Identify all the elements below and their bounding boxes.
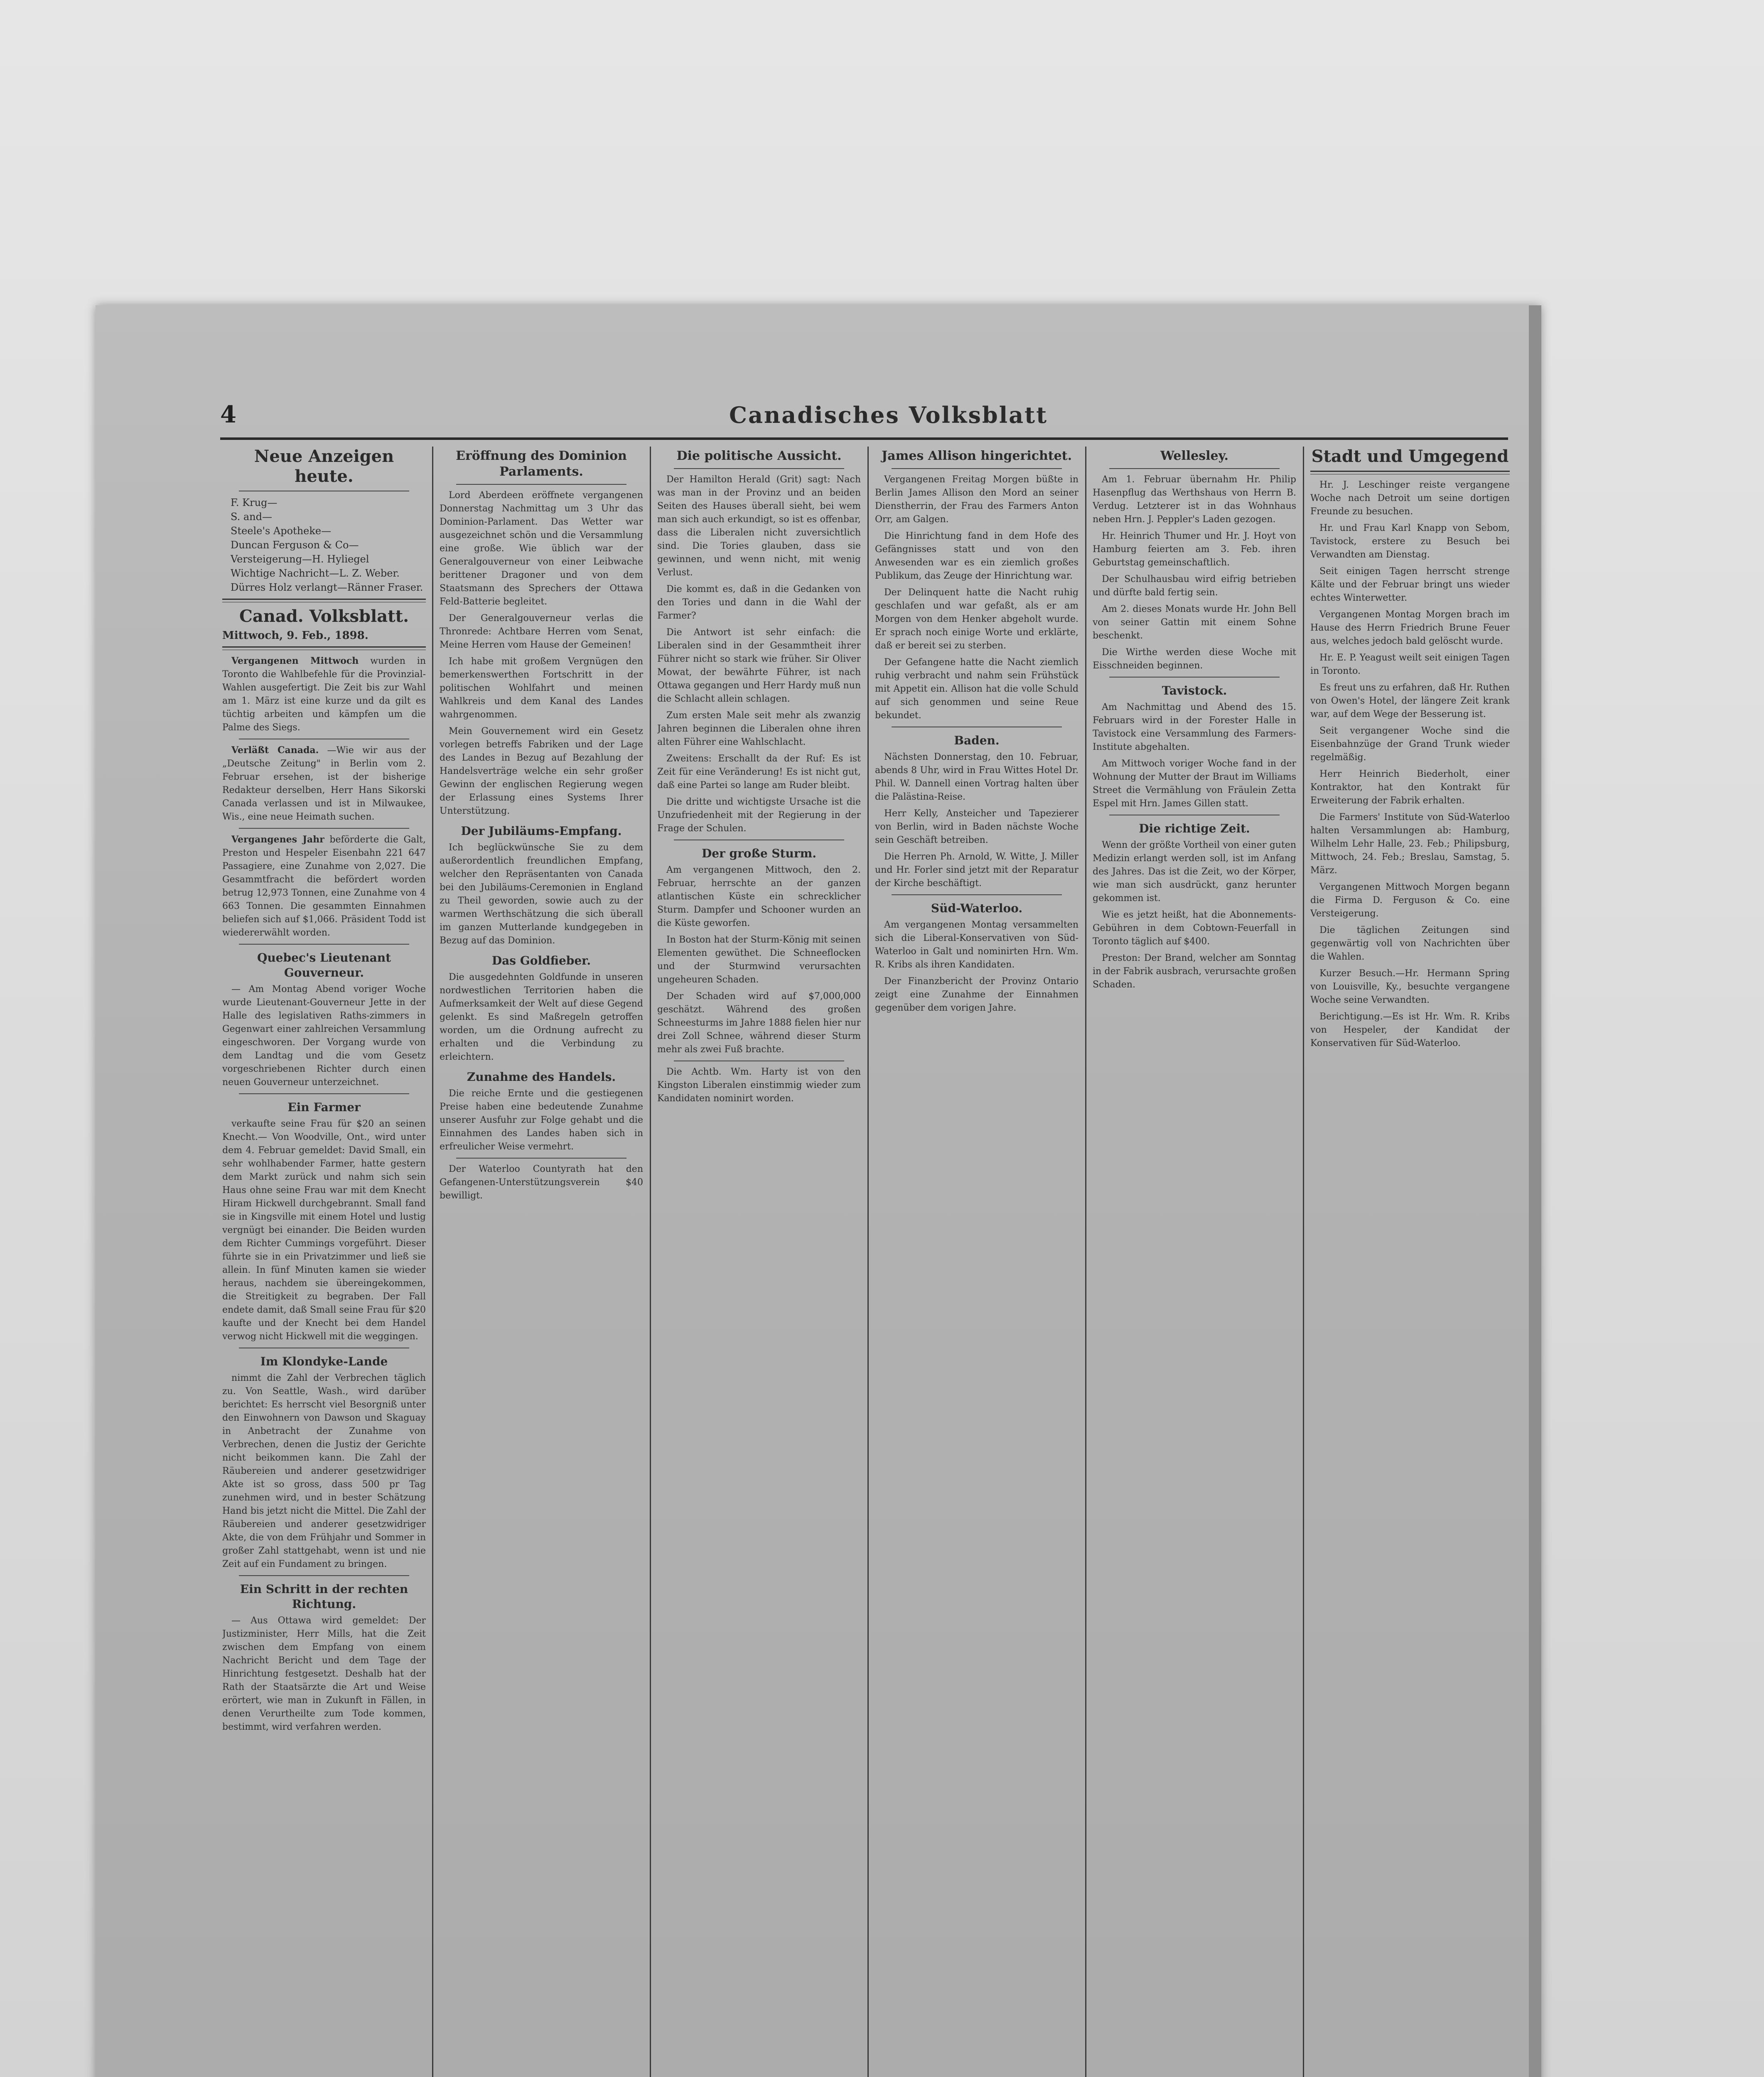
article-text: Vergangenen Montag Morgen brach im Hause des Herrn Friedrich Brune Feuer aus, welches jedoch bald gelöscht wurde.	[1310, 609, 1510, 646]
divider	[456, 484, 626, 485]
article-lead: Vergangenes Jahr	[231, 834, 324, 845]
divider	[674, 468, 844, 469]
article-text: Der Hamilton Herald (Grit) sagt: Nach was man in der Provinz und an beiden Seiten des Hauses überall sieht, bei wem man sich auch erkundigt, so ist es offenbar, dass die Liberalen nicht zuversichtlich sind. Die Tories glauben, dass sie gewinnen, und wenn nicht, mit wenig Verlust.	[657, 474, 861, 578]
article-text: Seit einigen Tagen herrscht strenge Kälte und der Februar bringt uns wieder echtes Winterwetter.	[1310, 566, 1510, 603]
divider	[1310, 471, 1510, 474]
column-3	[657, 447, 861, 2077]
section-heading: Die richtige Zeit.	[1139, 822, 1250, 835]
article-heading: James Allison hingerichtet.	[881, 449, 1072, 463]
column-2	[440, 447, 643, 2077]
masthead-rule	[220, 437, 1508, 440]
list-item: Versteigerung—H. Hyliegel	[231, 553, 369, 565]
article-heading: Ein Farmer	[287, 1100, 361, 1114]
divider	[239, 1575, 409, 1576]
article-heading: Eröffnung des Dominion Parlaments.	[456, 449, 627, 479]
article-heading: Quebec's Lieutenant Gouverneur.	[257, 951, 391, 980]
article-text: Herr Kelly, Ansteicher und Tapezierer von Berlin, wird in Baden nächste Woche sein Geschäft betreiben.	[875, 808, 1079, 845]
article-text: Der Gefangene hatte die Nacht ziemlich ruhig verbracht und nahm sein Frühstück mit Appetit ein. Allison hat die volle Schuld auf sich genommen und seine Reue bekundet.	[875, 657, 1079, 721]
article-text: Am 2. dieses Monats wurde Hr. John Bell von seiner Gattin mit einem Sohne beschenkt.	[1093, 604, 1296, 641]
article-text: Hr. Heinrich Thumer und Hr. J. Hoyt von Hamburg feierten am 3. Feb. ihren Geburtstag gemeinschaftlich.	[1093, 531, 1296, 568]
list-item: Wichtige Nachricht—L. Z. Weber.	[231, 567, 400, 579]
article-text: Der Finanzbericht der Provinz Ontario zeigt eine Zunahme der Einnahmen gegenüber dem vorigen Jahre.	[875, 976, 1079, 1013]
article-text: Preston: Der Brand, welcher am Sonntag in der Fabrik ausbrach, verursachte großen Schaden.	[1093, 953, 1296, 990]
article-text: Hr. E. P. Yeagust weilt seit einigen Tagen in Toronto.	[1310, 653, 1510, 676]
article-text: Am vergangenen Montag versammelten sich die Liberal-Konservativen von Süd-Waterloo in Galt und nominirten Hrn. Wm. R. Kribs als ihren Kandidaten.	[875, 920, 1079, 970]
article-text: wurden in Toronto die Wahlbefehle für die Provinzial-Wahlen ausgefertigt. Die Zeit bis zur Wahl am 1. März ist eine kurze und da gilt es tüchtig arbeiten und kämpfen um die Palme des Siegs.	[222, 656, 426, 733]
divider	[892, 894, 1062, 895]
article-text: Hr. und Frau Karl Knapp von Sebom, Tavistock, erstere zu Besuch bei Verwandten am Dienstag.	[1310, 523, 1510, 560]
article-text: Die Herren Ph. Arnold, W. Witte, J. Miller und Hr. Forler sind jetzt mit der Reparatur der Kirche beschäftigt.	[875, 852, 1079, 889]
article-heading: Ein Schritt in der rechten Richtung.	[240, 1582, 408, 1611]
list-item: F. Krug—	[231, 497, 278, 508]
column-5	[1093, 447, 1296, 2077]
section-heading: Zunahme des Handels.	[467, 1070, 616, 1084]
article-text: beförderte die Galt, Preston und Hespeler Eisenbahn 221 647 Passagiere, eine Zunahme von 2,027. Die Gesammtfracht die befördert worden betrug 12,973 Tonnen, eine Zunahme von 4 663 Tonnen. Die gesammten Einnahmen beliefen sich auf $1,066. Präsident Todd ist wiedererwählt worden.	[222, 835, 426, 938]
list-item: Duncan Ferguson & Co—	[231, 539, 359, 551]
article-text: Die Wirthe werden diese Woche mit Eisschneiden beginnen.	[1093, 647, 1296, 671]
column-rule	[1303, 447, 1304, 2077]
article-text: Am vergangenen Mittwoch, den 2. Februar, herrschte an der ganzen atlantischen Küste ein schrecklicher Sturm. Dampfer und Schooner wurden an die Küste geworfen.	[657, 865, 861, 928]
list-item: Dürres Holz verlangt—Ränner Fraser.	[231, 582, 423, 593]
divider	[239, 828, 409, 829]
article-text: Am 1. Februar übernahm Hr. Philip Hasenpflug das Werthshaus von Herrn B. Verdug. Letzterer ist in das Wohnhaus neben Hrn. J. Peppler's Laden gezogen.	[1093, 474, 1296, 525]
column-rule	[1085, 447, 1086, 2077]
article	[222, 654, 426, 734]
column-6	[1310, 447, 1510, 2077]
paper-name: Canad. Volksblatt.	[239, 606, 409, 626]
article-text: Die ausgedehnten Goldfunde in unseren nordwestlichen Territorien haben die Aufmerksamkeit der Welt auf diese Gegend gelenkt. Es sind Maßregeln getroffen worden, um die Ordnung aufrecht zu erhalten und die Verbindung zu erleichtern.	[440, 972, 643, 1062]
newspaper-page	[96, 305, 1541, 2077]
article-heading: Im Klondyke-Lande	[260, 1355, 388, 1368]
article-text: verkaufte seine Frau für $20 an seinen Knecht.— Von Woodville, Ont., wird unter dem 4. Februar gemeldet: David Small, ein sehr wohlhabender Farmer, hatte gestern dem Markt zurück und nahm sich sein Haus ohne seine Frau war mit dem Knecht Hiram Hickwell durchgebrannt. Small fand sie in Kingsville mit einem Hotel und lustig vergnügt bei einander. Die Beiden wurden dem Richter Cummings vorgeführt. Dieser führte sie in ein Privatzimmer und ließ sie allein. In fünf Minuten kamen sie wieder heraus, nachdem sie übereingekommen, die Streitigkeit zu begraben. Der Fall endete damit, daß Small seine Frau für $20 kaufte und der Knecht bei dem Handel verwog nicht Hickwell mit die weggingen.	[222, 1119, 426, 1342]
column-4	[875, 447, 1079, 2077]
section-heading: Der große Sturm.	[701, 847, 817, 860]
section-heading: Süd-Waterloo.	[931, 901, 1023, 915]
article-heading: Die politische Aussicht.	[676, 449, 842, 463]
article-text: Wenn der größte Vortheil von einer guten Medizin erlangt werden soll, ist im Anfang des Jahres. Das ist die Zeit, wo der Körper, wie man sich ausdrückt, ganz herunter gekommen ist.	[1093, 840, 1296, 903]
article-text: Die Hinrichtung fand in dem Hofe des Gefängnisses statt und von den Anwesenden war es ein ziemlich großes Publikum, das Zeuge der Hinrichtung war.	[875, 531, 1079, 581]
article-text: In Boston hat der Sturm-König mit seinen Elementen gewüthet. Die Schneeflocken und der Sturmwind verursachten ungeheuren Schaden.	[657, 935, 861, 985]
article-lead: Verläßt Canada.	[231, 745, 319, 756]
article-text: Herr Heinrich Biederholt, einer Kontraktor, hat den Kontrakt für Erweiterung der Fabrik erhalten.	[1310, 769, 1510, 806]
article-heading: Stadt und Umgegend	[1311, 447, 1509, 466]
article-text: — Aus Ottawa wird gemeldet: Der Justizminister, Herr Mills, hat die Zeit zwischen dem Empfang von einem Nachricht Bericht und dem Tage der Hinrichtung festgesetzt. Deshalb hat der Rath der Staatsärzte die Art und Weise erörtert, wie man in Zukunft in Fällen, in denen Verurtheilte zum Tode kommen, bestimmt, wird verfahren werden.	[222, 1615, 426, 1732]
divider	[1109, 677, 1280, 678]
issue-date: Mittwoch, 9. Feb., 1898.	[222, 629, 369, 642]
article-text: Der Generalgouverneur verlas die Thronrede: Achtbare Herren vom Senat, Meine Herren vom Hause der Gemeinen!	[440, 613, 643, 650]
article-text: nimmt die Zahl der Verbrechen täglich zu. Von Seattle, Wash., wird darüber berichtet: Es herrscht viel Besorgniß unter den Einwohnern von Dawson und Skaguay in Anbetracht der Zunahme von Verbrechen, denen die Justiz der Gerichte nicht beikommen kann. Die Zahl der Räubereien und anderer gesetzwidriger Akte ist so gross, dass 500 pr Tag zunehmen wird, und in bester Schätzung Hand bis jetzt nicht die Mittel. Die Zahl der Räubereien und anderer gesetzwidriger Akte, die von dem Frühjahr und Sommer in großer Zahl stattgehabt, wenn ist und nie Zeit auf ein Fundament zu bringen.	[222, 1373, 426, 1569]
article-text: Die täglichen Zeitungen sind gegenwärtig voll von Nachrichten über die Wahlen.	[1310, 925, 1510, 962]
list-item: S. and—	[231, 511, 272, 523]
article-heading: Wellesley.	[1160, 449, 1229, 463]
article-text: Am Mittwoch voriger Woche fand in der Wohnung der Mutter der Braut im Williams Street die Vermählung von Fräulein Zetta Espel mit Hrn. James Gillen statt.	[1093, 759, 1296, 809]
divider	[1109, 468, 1280, 469]
article-text: Wie es jetzt heißt, hat die Abonnements-Gebühren in dem Cobtown-Feuerfall in Toronto täglich auf $400.	[1093, 910, 1296, 947]
article-text: Ich habe mit großem Vergnügen den bemerkenswerthen Fortschritt in der politischen Wohlfahrt und meinen Wahlkreis und dem Kanal des Landes wahrgenommen.	[440, 656, 643, 720]
column-1	[222, 447, 426, 2077]
article-text: Die Antwort ist sehr einfach: die Liberalen sind in der Gesammtheit ihrer Führer nicht so stark wie früher. Sir Oliver Mowat, der bewährte Führer, ist nach Ottawa gegangen und Herr Hardy muß nun die Schlacht allein schlagen.	[657, 627, 861, 704]
column-rule	[650, 447, 651, 2077]
divider	[239, 1093, 409, 1094]
section-heading: Der Jubiläums-Empfang.	[461, 824, 622, 838]
article-text: Der Waterloo Countyrath hat den Gefangenen-Unterstützungsverein $40 bewilligt.	[440, 1164, 643, 1201]
page-edge	[1529, 305, 1541, 2077]
article-text: Die Farmers' Institute von Süd-Waterloo halten Versammlungen ab: Hamburg, Wilhelm Lehr Halle, 23. Feb.; Philipsburg, Mittwoch, 24. Feb.; Breslau, Samstag, 5. März.	[1310, 812, 1510, 876]
article-text: Zum ersten Male seit mehr als zwanzig Jahren beginnen die Liberalen ohne ihren alten Führer eine Wahlschlacht.	[657, 710, 861, 747]
column-rule	[432, 447, 433, 2077]
article-text: Vergangenen Mittwoch Morgen begann die Firma D. Ferguson & Co. eine Versteigerung.	[1310, 882, 1510, 919]
article-text: Nächsten Donnerstag, den 10. Februar, abends 8 Uhr, wird in Frau Wittes Hotel Dr. Phil. W. Dannell einen Vortrag halten über die Palästina-Reise.	[875, 752, 1079, 802]
divider	[222, 599, 426, 602]
article-text: Ich beglückwünsche Sie zu dem außerordentlich freundlichen Empfang, welcher den Repräsentanten von Canada bei den Jubiläums-Ceremonien in England zu Theil geworden, sowie auch zu der warmen Werthschätzung die sich überall im ganzen Mutterlande kundgegeben in Bezug auf das Dominion.	[440, 842, 643, 946]
article-text: Zweitens: Erschallt da der Ruf: Es ist Zeit für eine Veränderung! Es ist nicht gut, daß eine Partei so lange am Ruder bleibt.	[657, 754, 861, 791]
article-text: — Am Montag Abend voriger Woche wurde Lieutenant-Gouverneur Jette in der Halle des legislativen Raths-zimmers in Gegenwart einer zahlreichen Versammlung eingeschworen. Der Vorgang wurde von dem Landtag und die vom Gesetz vorgeschriebenen Richter durch einen neuen Gouverneur unterzeichnet.	[222, 984, 426, 1088]
divider	[456, 1158, 626, 1159]
divider	[222, 646, 426, 650]
article-text: Die kommt es, daß in die Gedanken von den Tories und dann in die Wahl der Farmer?	[657, 584, 861, 621]
ads-heading: Neue Anzeigen heute.	[254, 447, 394, 486]
article-text: Die dritte und wichtigste Ursache ist die Unzufriedenheit mit der Regierung in der Frage der Schulen.	[657, 797, 861, 834]
article-lead: Vergangenen Mittwoch	[231, 656, 359, 666]
article-text: Die Achtb. Wm. Harty ist von den Kingston Liberalen einstimmig wieder zum Kandidaten nominirt worden.	[657, 1067, 861, 1104]
article-text: Die reiche Ernte und die gestiegenen Preise haben eine bedeutende Zunahme unserer Ausfuhr zur Folge gehabt und die Einnahmen des Landes haben sich in erfreulicher Weise vermehrt.	[440, 1088, 643, 1152]
newspaper-title: Canadisches Volksblatt	[729, 402, 1048, 428]
article-text: Vergangenen Freitag Morgen büßte in Berlin James Allison den Mord an seiner Dienstherrin, der Frau des Farmers Anton Orr, am Galgen.	[875, 474, 1079, 525]
article-text: —Wie wir aus der „Deutsche Zeitung" in Berlin vom 2. Februar ersehen, ist der bisherige Redakteur derselben, Herr Hans Sikorski Canada verlassen und ist in Milwaukee, Wis., eine neue Heimath suchen.	[222, 745, 426, 822]
article-text: Am Nachmittag und Abend des 15. Februars wird in der Forester Halle in Tavistock eine Versammlung des Farmers-Institute abgehalten.	[1093, 702, 1296, 752]
divider	[239, 944, 409, 945]
masthead	[220, 401, 1508, 429]
page-number: 4	[220, 401, 236, 428]
article-text: Mein Gouvernement wird ein Gesetz vorlegen betreffs Fabriken und der Lage des Landes in Bezug auf Bezahlung der Handelsverträge welche ein sehr großer Gewinn der englischen Regierung wegen der Erlassung eines Systems Ihrer Unterstützung.	[440, 726, 643, 816]
article	[222, 833, 426, 940]
ads-list	[231, 496, 426, 594]
article-text: Kurzer Besuch.—Hr. Hermann Spring von Louisville, Ky., besuchte vergangene Woche seine Verwandten.	[1310, 968, 1510, 1005]
section-heading: Baden.	[954, 734, 1000, 747]
article-text: Der Delinquent hatte die Nacht ruhig geschlafen und war gefaßt, als er am Morgen von dem Henker abgeholt wurde. Er sprach noch einige Worte und erklärte, daß er bereit sei zu sterben.	[875, 587, 1079, 651]
article-text: Der Schaden wird auf $7,000,000 geschätzt. Während des großen Schneesturms im Jahre 1888 fielen hier nur drei Zoll Schnee, während dieser Sturm mehr als zwei Fuß brachte.	[657, 991, 861, 1055]
divider	[892, 468, 1062, 469]
article-text: Der Schulhausbau wird eifrig betrieben und dürfte bald fertig sein.	[1093, 574, 1296, 598]
list-item: Steele's Apotheke—	[231, 525, 332, 537]
section-heading: Tavistock.	[1162, 684, 1227, 697]
article	[222, 744, 426, 824]
article-text: Es freut uns zu erfahren, daß Hr. Ruthen von Owen's Hotel, der längere Zeit krank war, auf dem Wege der Besserung ist.	[1310, 683, 1510, 719]
article-text: Berichtigung.—Es ist Hr. Wm. R. Kribs von Hespeler, der Kandidat der Konservativen für Süd-Waterloo.	[1310, 1011, 1510, 1048]
article-text: Hr. J. Leschinger reiste vergangene Woche nach Detroit um seine dortigen Freunde zu besuchen.	[1310, 480, 1510, 517]
article-text: Lord Aberdeen eröffnete vergangenen Donnerstag Nachmittag um 3 Uhr das Dominion-Parlament. Das Wetter war ausgezeichnet schön und die Versammlung eine große. Wie üblich war der Generalgouverneur von einer Leibwache berittener Dragoner und von dem Staatsmann des Sprechers der Ottawa Feld-Batterie begleitet.	[440, 490, 643, 607]
article-text: Seit vergangener Woche sind die Eisenbahnzüge der Grand Trunk wieder regelmäßig.	[1310, 726, 1510, 763]
column-rule	[867, 447, 869, 2077]
section-heading: Das Goldfieber.	[491, 954, 591, 967]
